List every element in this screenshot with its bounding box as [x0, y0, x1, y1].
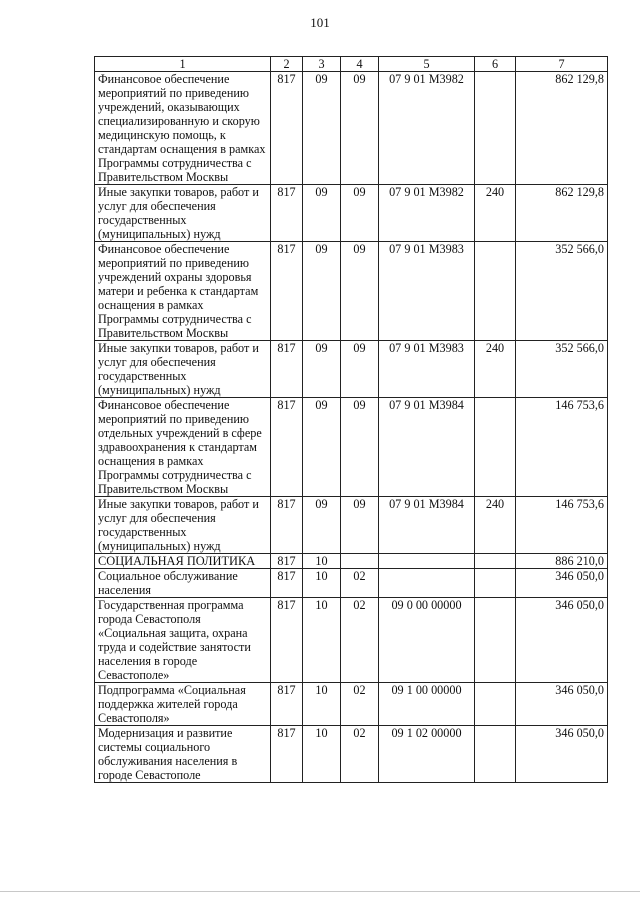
amount: 352 566,0: [516, 341, 608, 398]
section-code: 09: [303, 497, 341, 554]
header-cell: 7: [516, 57, 608, 72]
item-name: Иные закупки товаров, работ и услуг для обеспечения государственных (муниципальных) нужд: [95, 185, 271, 242]
amount: 862 129,8: [516, 185, 608, 242]
amount: 346 050,0: [516, 726, 608, 783]
table-row-section: [95, 554, 608, 569]
target-article-code: 07 9 01 М3984: [379, 497, 475, 554]
ministry-code: 817: [271, 341, 303, 398]
table-row: [95, 341, 608, 398]
subsection-code: 02: [341, 726, 379, 783]
target-article-code: 09 1 02 00000: [379, 726, 475, 783]
table-row: [95, 497, 608, 554]
section-code: 09: [303, 242, 341, 341]
table-row: [95, 72, 608, 185]
item-name: Иные закупки товаров, работ и услуг для обеспечения государственных (муниципальных) нужд: [95, 341, 271, 398]
section-code: 09: [303, 185, 341, 242]
ministry-code: 817: [271, 398, 303, 497]
ministry-code: 817: [271, 497, 303, 554]
amount: 352 566,0: [516, 242, 608, 341]
table-row: [95, 398, 608, 497]
amount: 346 050,0: [516, 598, 608, 683]
expense-type-code: [475, 598, 516, 683]
ministry-code: 817: [271, 683, 303, 726]
section-code: 09: [303, 341, 341, 398]
amount: 886 210,0: [516, 554, 608, 569]
table-row: [95, 569, 608, 598]
ministry-code: 817: [271, 569, 303, 598]
header-cell: 5: [379, 57, 475, 72]
expense-type-code: [475, 72, 516, 185]
header-cell: 4: [341, 57, 379, 72]
target-article-code: 07 9 01 М3982: [379, 185, 475, 242]
section-code: 09: [303, 72, 341, 185]
header-cell: 1: [95, 57, 271, 72]
target-article-code: 07 9 01 М3983: [379, 242, 475, 341]
section-name: СОЦИАЛЬНАЯ ПОЛИТИКА: [95, 554, 271, 569]
item-name: Государственная программа города Севастополя «Социальная защита, охрана труда и содействие занятости населения в городе Севастополе»: [95, 598, 271, 683]
section-code: 10: [303, 569, 341, 598]
table-row: [95, 598, 608, 683]
subsection-code: 02: [341, 598, 379, 683]
target-article-code: 07 9 01 М3984: [379, 398, 475, 497]
expense-type-code: [475, 398, 516, 497]
table-row: [95, 683, 608, 726]
expense-type-code: 240: [475, 185, 516, 242]
scan-edge-line: [0, 891, 640, 892]
item-name: Финансовое обеспечение мероприятий по приведению учреждений охраны здоровья матери и ребенка к стандартам оснащения в рамках Программы сотрудничества с Правительством Москвы: [95, 242, 271, 341]
ministry-code: 817: [271, 726, 303, 783]
subsection-code: 02: [341, 569, 379, 598]
header-row: [95, 57, 608, 72]
subsection-code: 09: [341, 341, 379, 398]
header-cell: 6: [475, 57, 516, 72]
header-cell: 2: [271, 57, 303, 72]
target-article-code: [379, 569, 475, 598]
amount: 346 050,0: [516, 683, 608, 726]
expense-type-code: [475, 242, 516, 341]
amount: 146 753,6: [516, 497, 608, 554]
subsection-code: 02: [341, 683, 379, 726]
expense-type-code: [475, 726, 516, 783]
amount: 862 129,8: [516, 72, 608, 185]
table-row: [95, 726, 608, 783]
ministry-code: 817: [271, 72, 303, 185]
subsection-code: 09: [341, 72, 379, 185]
table-row: [95, 242, 608, 341]
subsection-code: 09: [341, 497, 379, 554]
amount: 346 050,0: [516, 569, 608, 598]
target-article-code: 09 1 00 00000: [379, 683, 475, 726]
section-code: 10: [303, 554, 341, 569]
section-code: 10: [303, 683, 341, 726]
section-code: 10: [303, 726, 341, 783]
budget-table: [94, 56, 608, 783]
expense-type-code: [475, 683, 516, 726]
amount: 146 753,6: [516, 398, 608, 497]
item-name: Подпрограмма «Социальная поддержка жителей города Севастополя»: [95, 683, 271, 726]
ministry-code: 817: [271, 554, 303, 569]
item-name: Иные закупки товаров, работ и услуг для обеспечения государственных (муниципальных) нужд: [95, 497, 271, 554]
ministry-code: 817: [271, 185, 303, 242]
table-row: [95, 185, 608, 242]
subsection-code: 09: [341, 398, 379, 497]
ministry-code: 817: [271, 242, 303, 341]
target-article-code: [379, 554, 475, 569]
expense-type-code: 240: [475, 341, 516, 398]
ministry-code: 817: [271, 598, 303, 683]
target-article-code: 07 9 01 М3983: [379, 341, 475, 398]
item-name: Модернизация и развитие системы социального обслуживания населения в городе Севастополе: [95, 726, 271, 783]
item-name: Финансовое обеспечение мероприятий по приведению учреждений, оказывающих специализированную и скорую медицинскую помощь, к стандартам оснащения в рамках Программы сотрудничества с Правительством Москвы: [95, 72, 271, 185]
item-name: Финансовое обеспечение мероприятий по приведению отдельных учреждений в сфере здравоохранения к стандартам оснащения в рамках Программы сотрудничества с Правительством Москвы: [95, 398, 271, 497]
expense-type-code: 240: [475, 497, 516, 554]
header-cell: 3: [303, 57, 341, 72]
subsection-code: 09: [341, 242, 379, 341]
subsection-code: [341, 554, 379, 569]
page-number: 101: [310, 15, 330, 30]
target-article-code: 07 9 01 М3982: [379, 72, 475, 185]
section-code: 09: [303, 398, 341, 497]
subsection-code: 09: [341, 185, 379, 242]
expense-type-code: [475, 569, 516, 598]
expense-type-code: [475, 554, 516, 569]
item-name: Социальное обслуживание населения: [95, 569, 271, 598]
section-code: 10: [303, 598, 341, 683]
target-article-code: 09 0 00 00000: [379, 598, 475, 683]
